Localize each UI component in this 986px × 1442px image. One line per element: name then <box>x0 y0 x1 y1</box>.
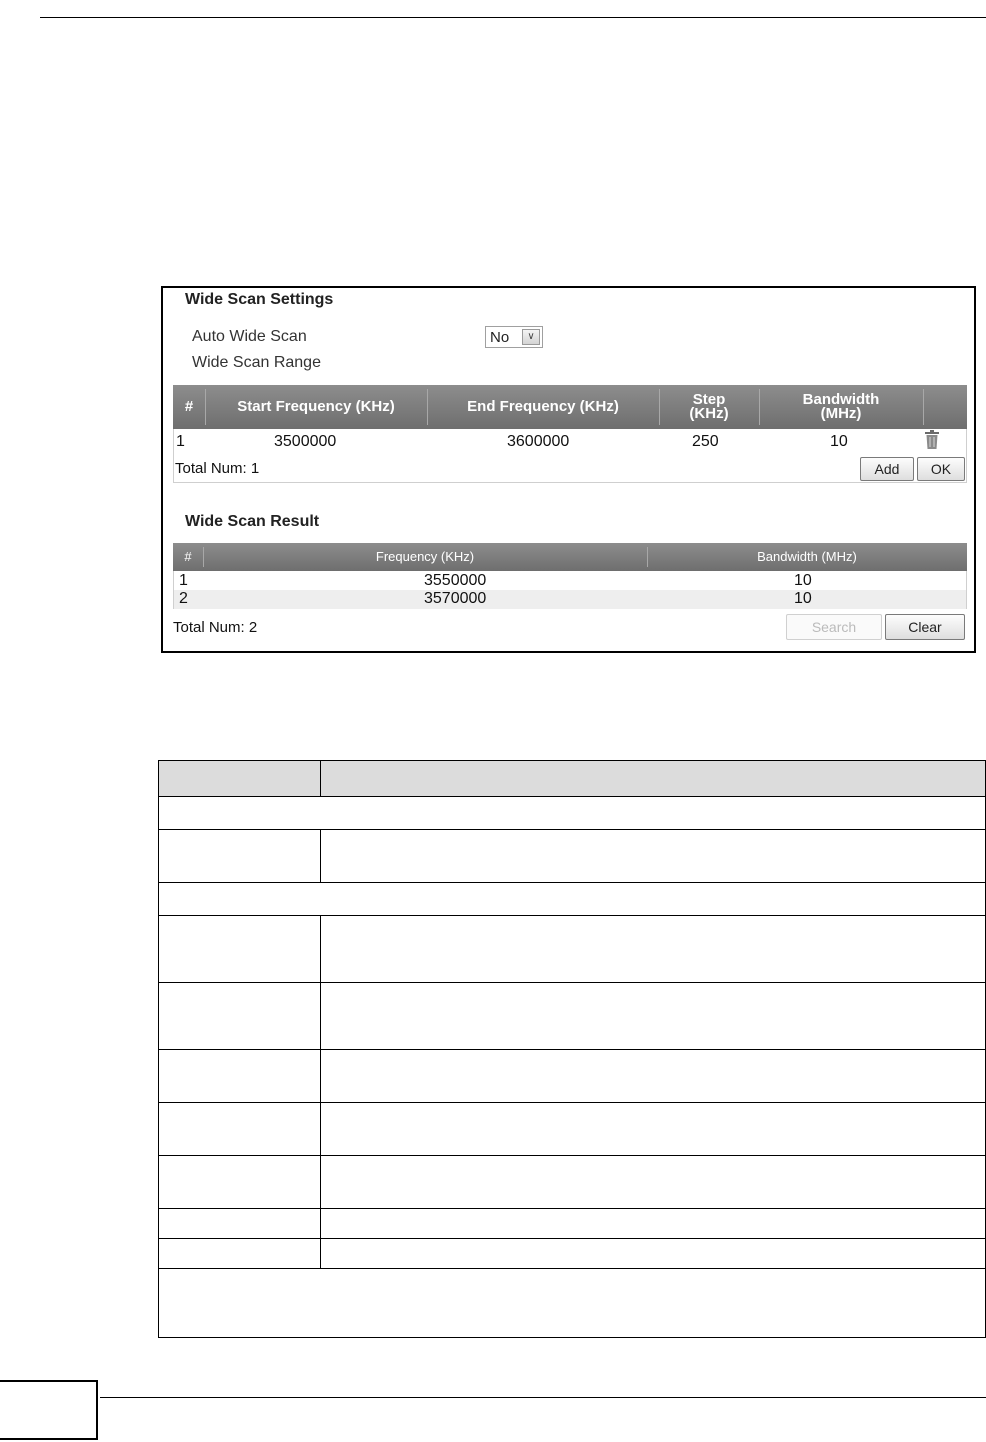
range-table-body <box>173 429 967 483</box>
result-col-num: # <box>184 549 192 564</box>
description-header-cell <box>321 761 986 797</box>
table-row <box>159 830 986 883</box>
wide-scan-settings-title: Wide Scan Settings <box>185 291 334 308</box>
result-col-frequency: Frequency (KHz) <box>375 549 475 564</box>
result-table-body <box>173 571 967 609</box>
range-total-num: Total Num: 1 <box>175 460 260 477</box>
wide-scan-range-label: Wide Scan Range <box>192 354 321 371</box>
table-row <box>159 1050 986 1103</box>
description-table <box>158 760 986 1338</box>
result-row-num: 2 <box>179 590 188 607</box>
result-col-bandwidth: Bandwidth (MHz) <box>757 549 857 564</box>
range-col-end: End Frequency (KHz) <box>467 398 619 415</box>
table-row <box>174 590 966 609</box>
table-row <box>174 571 966 590</box>
table-row <box>159 1209 986 1239</box>
range-col-num: # <box>184 398 194 415</box>
result-row-bandwidth: 10 <box>794 572 812 589</box>
wide-scan-panel <box>161 286 976 653</box>
label-header-cell <box>159 761 321 797</box>
range-row-num: 1 <box>176 433 185 450</box>
range-row-bandwidth: 10 <box>830 433 848 450</box>
trash-icon[interactable] <box>924 430 940 450</box>
result-row-frequency: 3550000 <box>424 572 487 589</box>
ok-button[interactable]: OK <box>917 457 965 481</box>
chevron-down-icon[interactable]: ∨ <box>522 329 540 345</box>
auto-wide-scan-select[interactable] <box>485 326 543 348</box>
range-col-step: Step (KHz) <box>689 391 729 422</box>
add-button[interactable]: Add <box>860 457 914 481</box>
range-row-end: 3600000 <box>507 433 570 450</box>
range-col-start: Start Frequency (KHz) <box>237 398 395 415</box>
auto-wide-scan-label: Auto Wide Scan <box>192 328 307 345</box>
search-button[interactable]: Search <box>786 614 882 640</box>
auto-wide-scan-value: No <box>490 329 510 346</box>
top-rule <box>40 17 986 18</box>
range-row-step: 250 <box>692 433 719 450</box>
page-number-box <box>0 1380 98 1440</box>
result-total-num: Total Num: 2 <box>173 619 258 636</box>
table-row <box>159 797 986 830</box>
description-header-row <box>159 761 986 797</box>
table-row <box>159 1156 986 1209</box>
range-table-header <box>173 385 967 429</box>
bottom-rule <box>100 1397 986 1398</box>
table-row <box>159 1269 986 1338</box>
result-row-frequency: 3570000 <box>424 590 487 607</box>
wide-scan-result-title: Wide Scan Result <box>185 513 320 530</box>
clear-button[interactable]: Clear <box>885 614 965 640</box>
result-row-bandwidth: 10 <box>794 590 812 607</box>
table-row <box>159 916 986 983</box>
result-table-header <box>173 543 967 571</box>
table-row <box>159 883 986 916</box>
result-row-num: 1 <box>179 572 188 589</box>
range-col-bandwidth: Bandwidth (MHz) <box>802 391 880 422</box>
range-row-start: 3500000 <box>274 433 337 450</box>
table-row <box>159 1239 986 1269</box>
table-row <box>159 983 986 1050</box>
table-row <box>159 1103 986 1156</box>
